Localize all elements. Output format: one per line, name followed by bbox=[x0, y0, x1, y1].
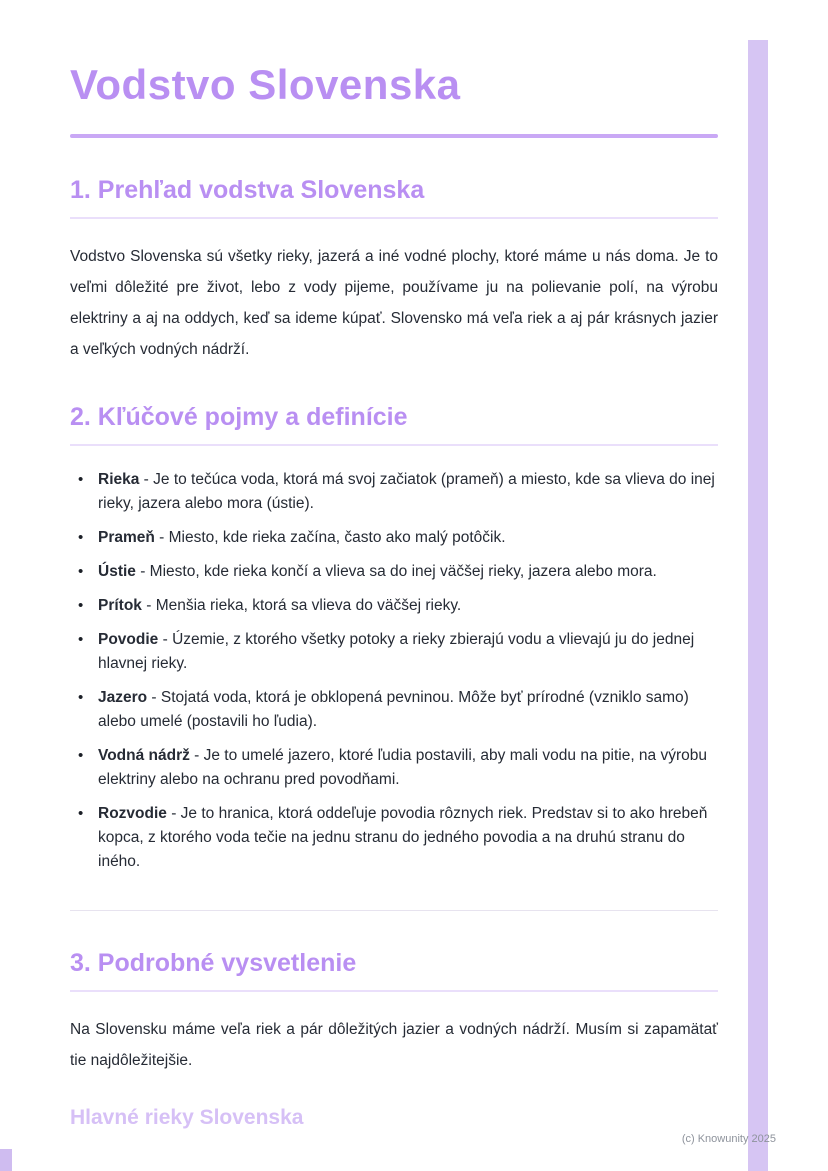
term-desc: - Miesto, kde rieka končí a vlieva sa do inej väčšej rieky, jazera alebo mora. bbox=[135, 563, 657, 581]
term-desc: - Je to hranica, ktorá oddeľuje povodia rôznych riek. Predstav si to ako hrebeň kopca, z ktorého voda tečie na jednu stranu do jedného povodia a na druhú stranu do iného. bbox=[98, 805, 708, 871]
term-desc: - Stojatá voda, ktorá je obklopená pevninou. Môže byť prírodné (vzniklo samo) alebo umelé (postavili ho ľudia). bbox=[98, 689, 689, 731]
term-name: Vodná nádrž bbox=[98, 747, 190, 765]
bullet-dot: • bbox=[78, 471, 84, 489]
term-item bbox=[78, 744, 718, 792]
term-item bbox=[78, 526, 718, 550]
bullet-dot: • bbox=[78, 805, 84, 823]
term-desc: - Je to tečúca voda, ktorá má svoj začiatok (prameň) a miesto, kde sa vlieva do inej rieky, jazera alebo mora (ústie). bbox=[98, 471, 715, 513]
term-item bbox=[78, 802, 718, 874]
term-desc: - Je to umelé jazero, ktoré ľudia postavili, aby mali vodu na pitie, na výrobu elektriny alebo na ochranu pred povodňami. bbox=[98, 747, 708, 789]
term-desc: - Miesto, kde rieka začína, často ako malý potôčik. bbox=[154, 529, 506, 547]
page-title: Vodstvo Slovenska bbox=[70, 61, 461, 108]
term-text bbox=[98, 802, 718, 874]
term-name: Prameň bbox=[98, 529, 155, 547]
page-edge-strip bbox=[748, 40, 768, 1171]
term-text bbox=[98, 594, 461, 618]
bullet-dot: • bbox=[78, 563, 84, 581]
section-3-heading: 3. Podrobné vysvetlenie bbox=[70, 949, 718, 992]
term-text bbox=[98, 686, 718, 734]
term-name: Povodie bbox=[98, 631, 159, 649]
section-divider bbox=[70, 910, 718, 911]
term-desc: - Menšia rieka, ktorá sa vlieva do väčšej rieky. bbox=[141, 597, 462, 615]
term-name: Jazero bbox=[98, 689, 148, 707]
copyright-footer: (c) Knowunity 2025 bbox=[681, 1133, 776, 1145]
term-item bbox=[78, 594, 718, 618]
term-text bbox=[98, 560, 657, 584]
term-name: Prítok bbox=[98, 597, 142, 615]
bullet-dot: • bbox=[78, 747, 84, 765]
bullet-dot: • bbox=[78, 597, 84, 615]
term-text bbox=[98, 468, 718, 516]
term-item bbox=[78, 468, 718, 516]
section-1-paragraph: Vodstvo Slovenska sú všetky rieky, jazerá a iné vodné plochy, ktoré máme u nás doma. Je to veľmi dôležité pre život, lebo z vody pijeme, používame ju na polievanie polí, na výrobu elektriny a aj na oddych, keď sa ideme kúpať. Slovensko má veľa riek a aj pár krásnych jazier a veľkých vodných nádrží. bbox=[70, 248, 718, 359]
term-list bbox=[70, 468, 718, 874]
section-1-heading: 1. Prehľad vodstva Slovenska bbox=[70, 176, 718, 219]
corner-strip bbox=[0, 1149, 12, 1171]
bullet-dot: • bbox=[78, 631, 84, 649]
subsection-heading: Hlavné rieky Slovenska bbox=[70, 1106, 304, 1130]
term-name: Ústie bbox=[98, 563, 136, 581]
term-text bbox=[98, 526, 506, 550]
term-name: Rieka bbox=[98, 471, 140, 489]
term-name: Rozvodie bbox=[98, 805, 167, 823]
term-item bbox=[78, 686, 718, 734]
term-item bbox=[78, 560, 718, 584]
term-text bbox=[98, 744, 718, 792]
term-desc: - Územie, z ktorého všetky potoky a rieky zbierajú vodu a vlievajú ju do jednej hlavnej rieky. bbox=[98, 631, 695, 673]
section-2-heading: 2. Kľúčové pojmy a definície bbox=[70, 403, 718, 446]
bullet-dot: • bbox=[78, 689, 84, 707]
section-3-paragraph: Na Slovensku máme veľa riek a pár dôležitých jazier a vodných nádrží. Musím si zapamätať tie najdôležitejšie. bbox=[70, 1021, 718, 1070]
term-text bbox=[98, 628, 718, 676]
bullet-dot: • bbox=[78, 529, 84, 547]
term-item bbox=[78, 628, 718, 676]
title-rule bbox=[70, 134, 718, 138]
document-content bbox=[70, 62, 718, 1130]
